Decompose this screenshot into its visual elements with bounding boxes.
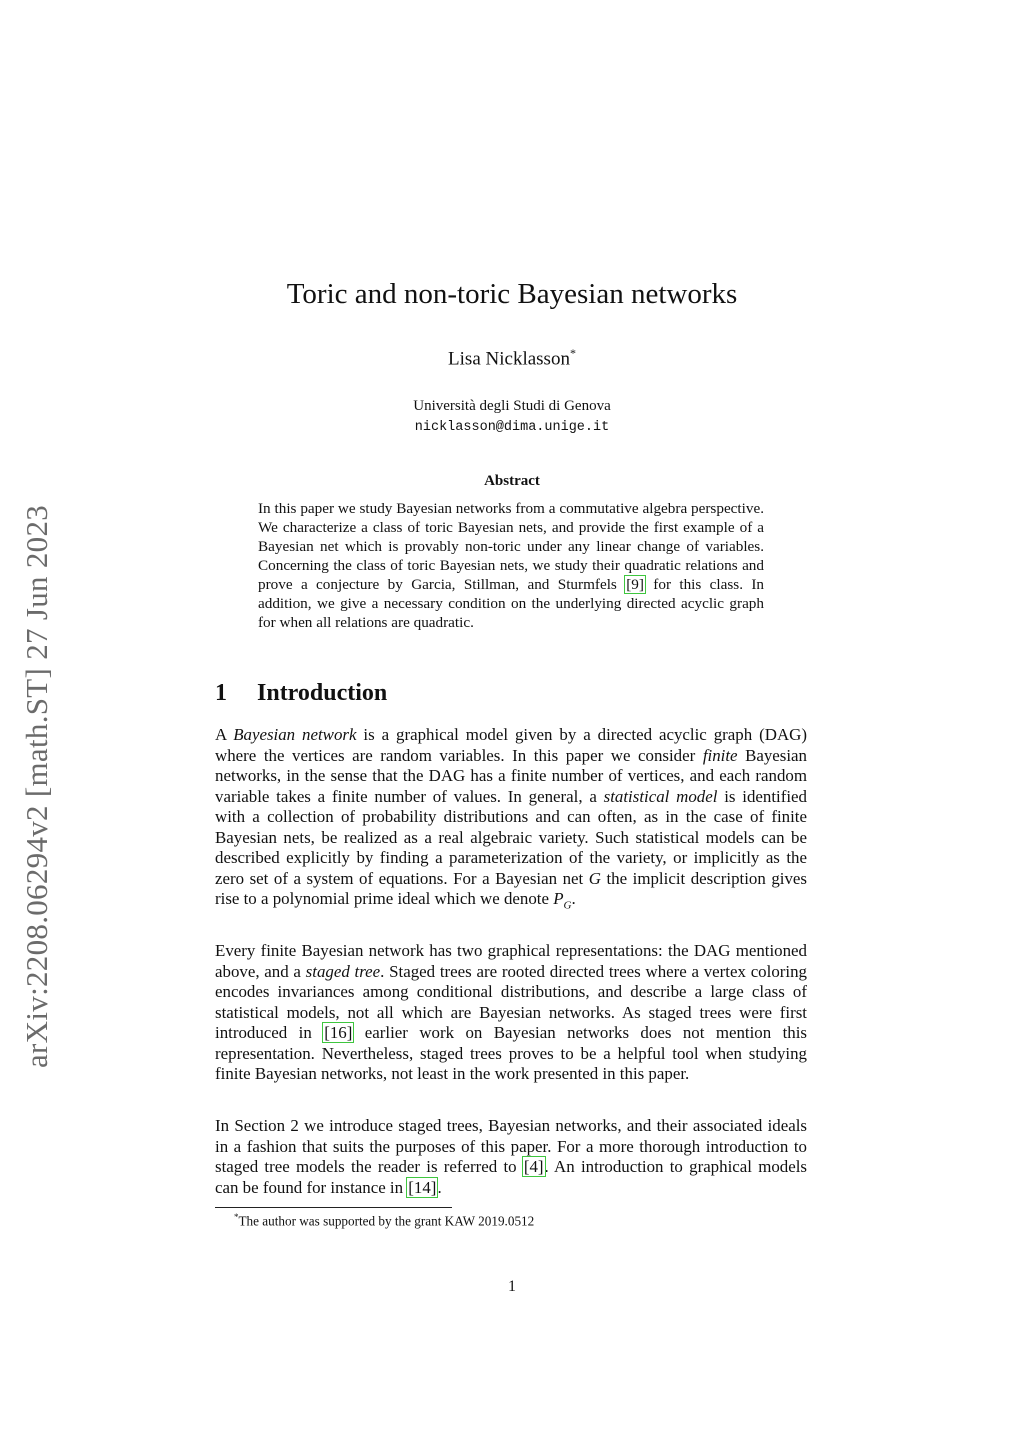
arxiv-identifier-stamp: arXiv:2208.06294v2 [math.ST] 27 Jun 2023 [19,504,54,1068]
author-email[interactable]: nicklasson@dima.unige.it [414,420,610,435]
footnote-divider [215,1207,452,1208]
abstract-text-part: for this class. In addition, we give a necessary condition on the underlying directed acyclic graph for when all relations are quadratic. [258,576,765,631]
intro-paragraph-1: A Bayesian network is a graphical model given by a directed acyclic graph (DAG) where the vertices are random variables. In this paper we consider finite Bayesian networks, in the sense that the DAG has a finite number of vertices, and each random variable takes a finite number of values. In general, a statistical model is identified with a collection of probability distributions and can often, as in the case of finite Bayesian nets, be realized as a real algebraic variety. Such statistical models can be described explicitly by finding a parameterization of the variety, or implicitly as the zero set of a system of equations. For a Bayesian net G the implicit description gives rise to a polynomial prime ideal which we denote $P_G$. [215,725,807,912]
abstract-text [258,499,764,632]
citation-link[interactable]: [14] [408,1177,437,1197]
intro-paragraph-3: In Section 2 we introduce staged trees, Bayesian networks, and their associated ideals in a fashion that suits the purposes of this paper. For a more thorough introduction to staged tree models the reader is referred to [4]. An introduction to graphical models can be found for instance in [14]. [215,1116,807,1197]
footnote-mark: * [234,1212,239,1222]
math-variable: G [588,868,601,888]
footnote-text: The author was supported by the grant KAW 2019.0512 [238,1213,535,1229]
intro-paragraph-2: Every finite Bayesian network has two graphical representations: the DAG mentioned above, and a staged tree. Staged trees are rooted directed trees where a vertex coloring encodes invariances among conditional distributions, and describe a large class of statistical models, not all which are Bayesian networks. As staged trees were first introduced in [16] earlier work on Bayesian networks does not mention this representation. Nevertheless, staged trees proves to be a helpful tool when studying finite Bayesian networks, not least in the work presented in this paper. [215,941,807,1083]
author-line [0,346,1024,370]
section-title: Introduction [257,680,388,706]
emphasis-term: staged tree [305,961,381,981]
footnote [234,1212,534,1229]
math-subscript: G [563,899,572,912]
emphasis-term: finite [702,745,738,765]
paper-title: Toric and non-toric Bayesian networks [286,278,738,310]
author-footnote-mark: * [569,346,576,360]
affiliation: Università degli Studi di Genova [413,398,611,414]
emphasis-term: Bayesian network [233,725,357,744]
page-number: 1 [508,1278,516,1295]
abstract-text-part: In this paper we study Bayesian networks from a commutative algebra perspective. We characterize a class of toric Bayesian nets, and provide the first example of a Bayesian net which is provably non-toric under any linear change of variables. Concerning the class of toric Bayesian nets, we study their quadratic relations and prove a conjecture by Garcia, Stillman, and Sturmfels [258,500,764,593]
math-variable: P [553,889,564,908]
citation-link[interactable]: [9] [626,576,644,593]
section-number: 1 [215,680,227,706]
section-heading [215,680,387,707]
emphasis-term: statistical model [603,786,718,806]
citation-link[interactable]: [4] [523,1157,544,1176]
author-name: Lisa Nicklasson [448,348,570,370]
citation-link[interactable]: [16] [324,1023,353,1042]
abstract-heading: Abstract [484,473,540,489]
